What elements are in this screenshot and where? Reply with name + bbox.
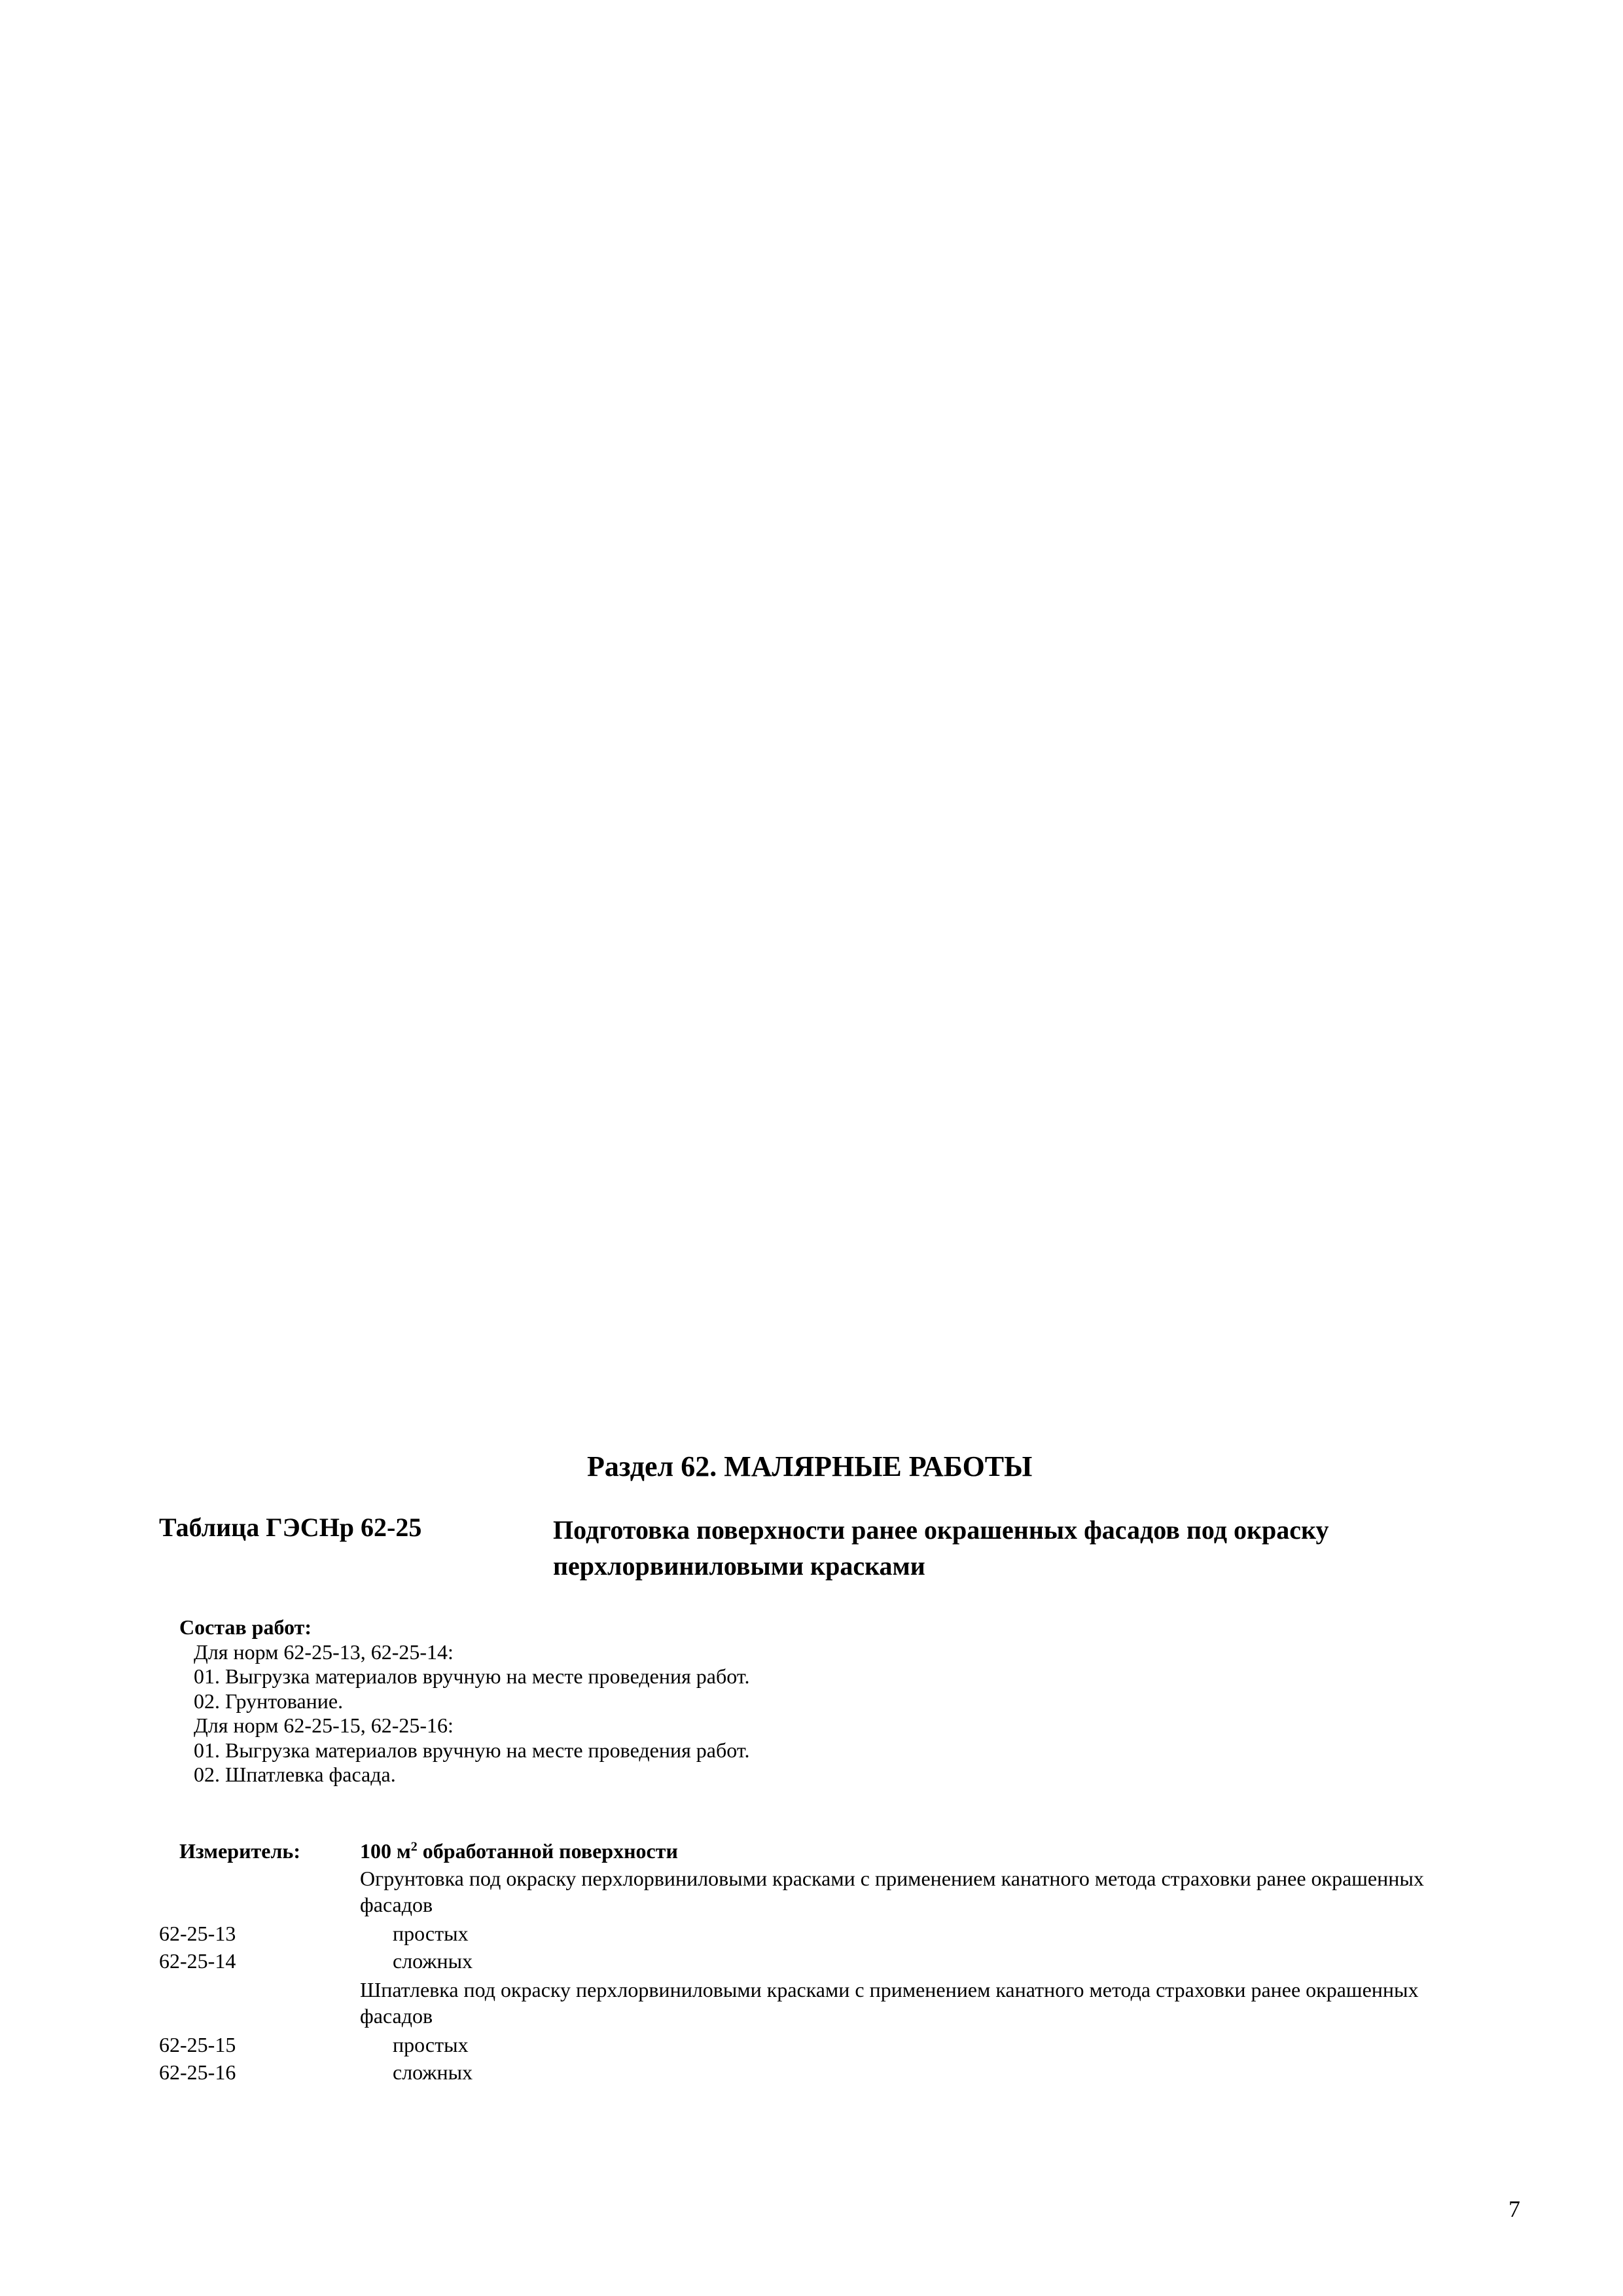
composition-line: Для норм 62-25-15, 62-25-16: [194, 1713, 454, 1737]
norm-variant: простых [393, 2033, 469, 2056]
norm-code: 62-25-14 [159, 1949, 236, 1973]
meter-value-prefix: 100 м [360, 1839, 411, 1863]
composition-line: 01. Выгрузка материалов вручную на месте проведения работ. [194, 1664, 750, 1688]
composition-heading: Состав работ: [179, 1615, 312, 1639]
norm-variant: простых [393, 1922, 469, 1945]
group-description: Огрунтовка под окраску перхлорвиниловыми красками с применением канатного метода страховки ранее окрашенных фасадов [360, 1867, 1424, 1916]
table-label: Таблица ГЭСНр 62-25 [159, 1513, 422, 1542]
meter-value-superscript: 2 [410, 1839, 418, 1854]
norm-variant: сложных [393, 2060, 473, 2084]
norm-variant: сложных [393, 1949, 473, 1973]
composition-line: Для норм 62-25-13, 62-25-14: [194, 1640, 454, 1664]
composition-line: 02. Шпатлевка фасада. [194, 1763, 396, 1786]
group-description: Шпатлевка под окраску перхлорвиниловыми красками с применением канатного метода страховки ранее окрашенных фасадов [360, 1978, 1419, 2028]
meter-label: Измеритель: [179, 1839, 300, 1863]
norm-code: 62-25-16 [159, 2060, 236, 2084]
composition-line: 01. Выгрузка материалов вручную на месте проведения работ. [194, 1738, 750, 1762]
meter-value-suffix: обработанной поверхности [417, 1839, 678, 1863]
norm-code: 62-25-15 [159, 2033, 236, 2056]
table-title: Подготовка поверхности ранее окрашенных фасадов под окраску перхлорвиниловыми красками [553, 1515, 1329, 1581]
norm-code: 62-25-13 [159, 1922, 236, 1945]
composition-line: 02. Грунтование. [194, 1689, 344, 1713]
page-number: 7 [1508, 2196, 1520, 2222]
work-composition [179, 1615, 749, 1787]
meter-value [360, 1839, 678, 1863]
section-title: Раздел 62. МАЛЯРНЫЕ РАБОТЫ [587, 1450, 1033, 1482]
